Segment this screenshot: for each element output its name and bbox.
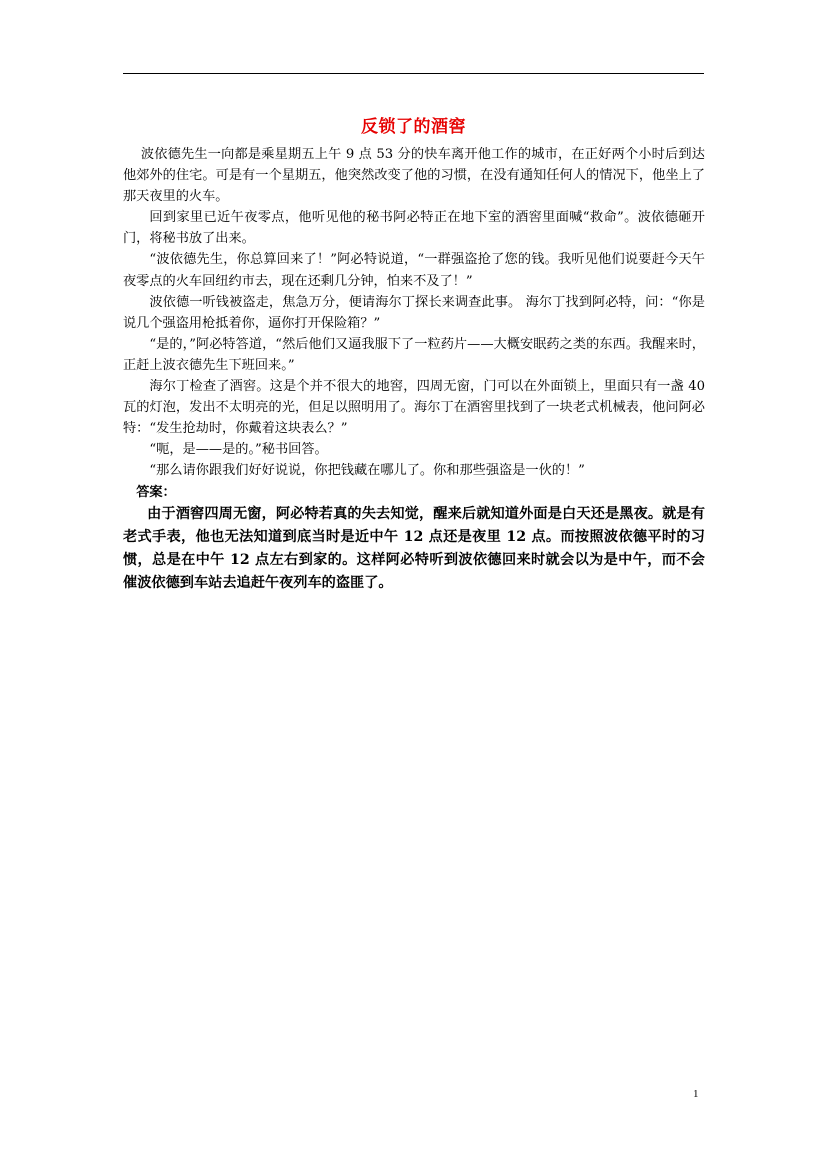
answer-label: 答案：: [136, 484, 176, 500]
paragraph-4: 波依德一听钱被盗走，焦急万分，便请海尔丁探长来调查此事。 海尔丁找到阿必特，问：“你是说几个强盗用枪抵着你，逼你打开保险箱？”: [123, 294, 705, 331]
header-rule: [123, 73, 704, 74]
answer-text: 由于酒窖四周无窗，阿必特若真的失去知觉，醒来后就知道外面是白天还是黑夜。就是有老式手表，他也无法知道到底当时是近中午 12 点还是夜里 12 点。而按照波依德平时的习惯，总是在中午 12 点左右到家的。这样阿必特听到波依德回来时就会以为是中午，而不会催波依德到车站去追赶午夜列车的盗匪了。: [123, 505, 705, 591]
paragraph-3: “波依德先生，你总算回来了！”阿必特说道，“一群强盗抢了您的钱。我听见他们说要赶今天午夜零点的火车回纽约市去，现在还剩几分钟，怕来不及了！”: [123, 252, 705, 289]
paragraph-2: 回到家里已近午夜零点，他听见他的秘书阿必特正在地下室的酒窖里面喊“救命”。波依德砸开门，将秘书放了出来。: [123, 210, 705, 247]
page-number: 1: [693, 1088, 699, 1100]
paragraph-8: “那么请你跟我们好好说说，你把钱藏在哪儿了。你和那些强盗是一伙的！”: [149, 463, 585, 479]
paragraph-7: “呃，是——是的。”秘书回答。: [149, 442, 328, 458]
document-body: [123, 144, 705, 595]
document-title: 反锁了的酒窖: [361, 117, 466, 137]
paragraph-5: “是的，”阿必特答道，“然后他们又逼我服下了一粒药片——大概安眠药之类的东西。我醒来时，正赶上波衣德先生下班回来。”: [123, 336, 705, 373]
paragraph-6: 海尔丁检查了酒窖。这是个并不很大的地窖，四周无窗，门可以在外面锁上，里面只有一盏 40 瓦的灯泡，发出不太明亮的光，但足以照明用了。海尔丁在酒窖里找到了一块老式机械表，他问阿必特：“发生抢劫时，你戴着这块表么？”: [123, 379, 705, 437]
paragraph-1: 波依德先生一向都是乘星期五上午 9 点 53 分的快车离开他工作的城市，在正好两个小时后到达他郊外的住宅。可是有一个星期五，他突然改变了他的习惯，在没有通知任何人的情况下，他坐上了那天夜里的火车。: [123, 147, 705, 205]
